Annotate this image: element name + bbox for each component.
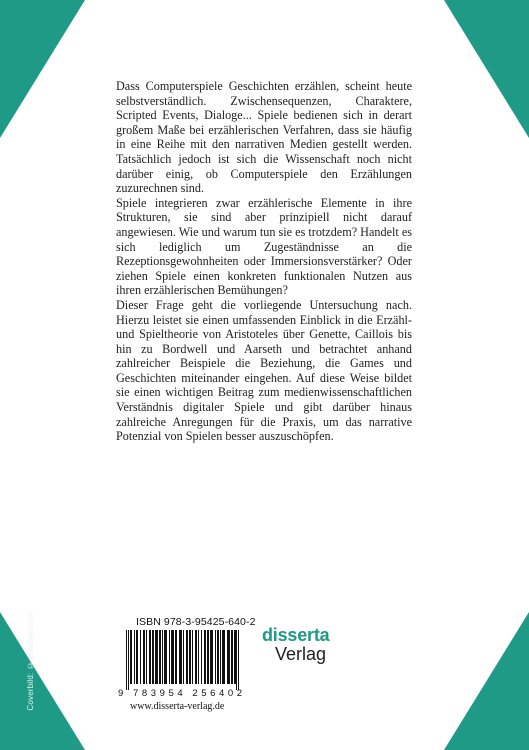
barcode-bar (146, 630, 147, 684)
barcode-bar (130, 630, 132, 684)
barcode-bar (222, 630, 225, 684)
barcode-bar (231, 630, 233, 684)
barcode-bar (164, 630, 167, 684)
barcode-bar (238, 630, 239, 690)
barcode-bar (162, 630, 163, 684)
barcode-bar (207, 630, 209, 684)
barcode-bar (128, 630, 129, 690)
barcode-bar (143, 630, 145, 684)
blurb-paragraph-1: Dass Computerspiele Geschichten erzählen, scheint heute selbstverständlich. Zwischensequenzen, Charaktere, Scripted Events, Dialoge... Spiele bedienen sich in derart großem Maße bei erzählerischen Verfahren, dass sie häufig in eine Reihe mit den narrativen Medien gestellt werden. Tatsächlich jedoch ist sich die Wissenschaft noch nicht darüber einig, ob Computerspiele den Erzählungen zuzurechnen sind. (116, 79, 412, 196)
barcode-bar (186, 630, 188, 684)
barcode-number: 9 783954 256402 (118, 688, 242, 698)
barcode (118, 630, 246, 698)
barcode-bar (152, 630, 154, 684)
barcode-bar (227, 630, 230, 684)
barcode-bars (126, 630, 239, 690)
barcode-bar (198, 630, 199, 684)
barcode-bar (136, 630, 138, 684)
barcode-bar (134, 630, 135, 684)
barcode-bar (149, 630, 151, 684)
barcode-bar (140, 630, 141, 684)
barcode-bar (189, 630, 191, 684)
barcode-bar (171, 630, 174, 684)
barcode-bar (220, 630, 221, 684)
barcode-bar (217, 630, 219, 684)
isbn-label: ISBN 978-3-95425-640-2 (136, 616, 256, 628)
blurb-paragraph-2: Spiele integrieren zwar erzählerische Elemente in ihre Strukturen, sie sind aber prinzipiell nicht darauf angewiesen. Wie und warum tun sie es trotzdem? Handelt es sich lediglich um Zugeständnisse an die Rezeptionsgewohnheiten oder Immersionsverstärker? Oder ziehen Spiele einen konkreten funktionalen Nutzen aus ihren erzählerischen Bemühungen? (116, 195, 412, 298)
barcode-bar (201, 630, 202, 684)
barcode-bar (195, 630, 197, 684)
publisher-logo (262, 626, 329, 663)
barcode-bar (175, 630, 177, 684)
barcode-bar (234, 630, 236, 684)
barcode-bar (183, 630, 184, 684)
blurb-text (116, 79, 412, 444)
logo-word-disserta: disserta (262, 625, 330, 645)
logo-word-verlag: Verlag (275, 644, 327, 664)
barcode-bar (192, 630, 193, 684)
barcode-bar (159, 630, 161, 684)
barcode-bar (179, 630, 182, 684)
barcode-bar (210, 630, 213, 684)
barcode-bar (204, 630, 206, 684)
publisher-website[interactable]: www.disserta-verlag.de (130, 701, 225, 712)
barcode-bar (215, 630, 216, 684)
barcode-bar (236, 630, 237, 690)
barcode-bar (126, 630, 127, 690)
blurb-paragraph-3: Dieser Frage geht die vorliegende Untersuchung nach. Hierzu leistet sie einen umfassenden Einblick in die Erzähl- und Spieltheorie von Aristoteles über Genette, Caillois bis hin zu Bordwell und Aarseth und betrachtet anhand zahlreicher Beispiele die Beziehung, die Games und Geschichten miteinander eingehen. Auf diese Weise bildet sie einen wichtigen Beitrag zum medienwissenschaftlichen Verständnis digitaler Spiele und gibt darüber hinaus zahlreiche Anregungen für die Praxis, um das narrative Potenzial von Spielen besser auszuschöpfen. (116, 297, 412, 444)
barcode-bar (155, 630, 158, 684)
cover-image-credit: Coverbild: © pixabay.com (26, 612, 35, 711)
barcode-bar (169, 630, 170, 684)
